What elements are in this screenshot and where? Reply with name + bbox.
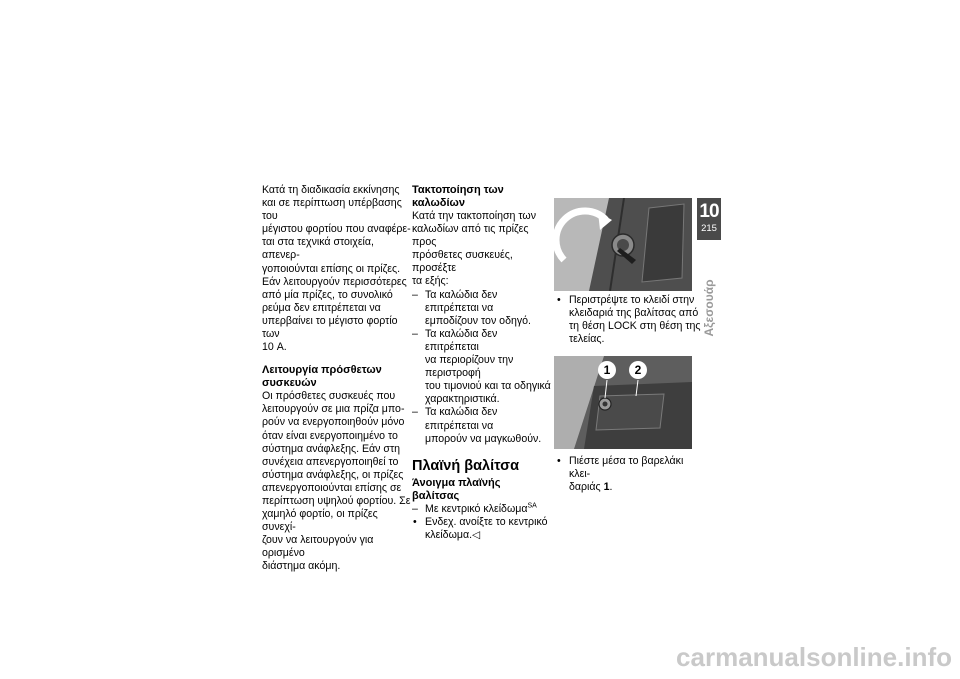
lock-cylinder-photo <box>554 356 692 449</box>
end-mark-icon: ◁ <box>472 528 481 541</box>
page-number: 215 <box>701 223 717 234</box>
key-lock-illustration <box>554 198 692 291</box>
callout-2: 2 <box>634 363 642 377</box>
chapter-tab <box>697 198 721 240</box>
intro-paragraph: Κατά τη διαδικασία εκκίνησης και σε περίπτωση υπέρβασης του μέγιστου φορτίου που αναφέρε- ται στα τεχνικά στοιχεία, απενερ- γοποιούνται επίσης οι πρίζες. Εάν λειτουργούν περισσότερες από μία πρίζες, το συνολικό ρεύμα δεν επιτρέπεται να υπερβαίνει το μέγιστο φορτίο των 10 A. <box>262 184 411 354</box>
lock-cylinder-caption: • Πιέστε μέσα το βαρελάκι κλει- δαριάς 1. <box>556 455 707 494</box>
column-left <box>262 184 414 574</box>
watermark: carmanualsonline.info <box>676 642 952 672</box>
column-middle <box>412 184 552 542</box>
chapter-number: 10 <box>699 201 719 222</box>
key-lock-caption: • Περιστρέψτε το κλειδί στην κλειδαριά της βαλίτσας από τη θέση LOCK στη θέση της τελείας. <box>556 294 707 346</box>
list-item: – Τα καλώδια δεν επιτρέπεται να περιορίζουν την περιστροφή του τιμονιού και τα οδηγικά χαρακτηριστικά. <box>412 328 552 407</box>
list-item: – Τα καλώδια δεν επιτρέπεται να μπορούν να μαγκωθούν. <box>412 406 552 445</box>
cable-routing-heading: Τακτοποίηση των καλωδίων <box>412 184 504 209</box>
key-lock-photo <box>554 198 692 291</box>
accessory-operation-paragraph: Οι πρόσθετες συσκευές που λειτουργούν σε μια πρίζα μπο- ρούν να ενεργοποιηθούν μόνο όταν είναι ενεργοποιημένο το σύστημα ανάφλεξης. Εάν στη συνέχεια απενεργοποιηθεί το σύστημα ανάφλεξης, οι πρίζες απενεργοποιούνται επίσης σε περίπτωση υψηλού φορτίου. Σε χαμηλό φορτίο, οι πρίζες συνεχί- ζουν να λειτουργούν για ορισμένο διάστημα ακόμη. <box>262 390 411 573</box>
cable-routing-intro: Κατά την τακτοποίηση των καλωδίων από τις πρίζες προς πρόσθετες συσκευές, προσέξτε τα εξής: <box>412 210 536 288</box>
list-item: – Με κεντρικό κλείδωμα$^{SA}$ <box>412 503 552 516</box>
list-item: • Ενδεχ. ανοίξτε το κεντρικό κλείδωμα.◁ <box>412 516 552 542</box>
lock-cylinder-illustration <box>554 356 692 449</box>
callout-1: 1 <box>603 363 611 377</box>
accessory-operation-heading: Λειτουργία πρόσθετων συσκευών <box>262 364 382 390</box>
list-item: – Τα καλώδια δεν επιτρέπεται να εμποδίζουν τον οδηγό. <box>412 289 552 328</box>
option-superscript: SA <box>527 502 537 510</box>
chapter-title: Αξεσουάρ <box>702 279 716 337</box>
side-case-section-title: Πλαϊνή βαλίτσα <box>412 457 520 474</box>
open-side-case-heading: Άνοιγμα πλαϊνής βαλίτσας <box>412 476 501 502</box>
